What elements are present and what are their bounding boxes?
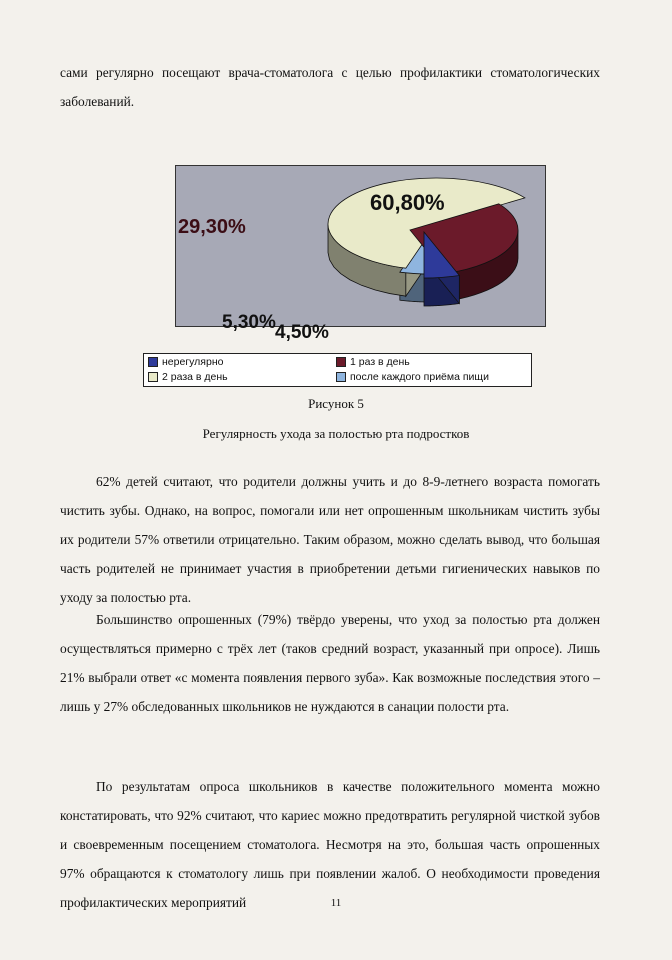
legend-item-1-raz bbox=[336, 356, 410, 368]
legend-label: после каждого приёма пищи bbox=[350, 371, 489, 383]
chart-legend bbox=[143, 353, 532, 387]
legend-label: 2 раза в день bbox=[162, 371, 228, 383]
chart-area bbox=[175, 165, 546, 327]
legend-label: 1 раз в день bbox=[350, 356, 410, 368]
paragraph-intro: сами регулярно посещают врача-стоматолога с целью профилактики стоматологических заболеваний. bbox=[60, 65, 600, 109]
legend-swatch bbox=[336, 372, 346, 382]
legend-swatch bbox=[148, 357, 158, 367]
legend-item-2-raza bbox=[148, 371, 228, 383]
pie-chart bbox=[176, 166, 545, 326]
legend-item-posle-edy bbox=[336, 371, 489, 383]
legend-swatch bbox=[336, 357, 346, 367]
figure-title: Регулярность ухода за полостью рта подростков bbox=[202, 426, 470, 441]
label-2-raza: 60,80% bbox=[370, 190, 445, 215]
paragraph-3: По результатам опроса школьников в качестве положительного момента можно констатировать, что 92% считают, что кариес можно предотвратить регулярной чисткой зубов и своевременным посещением стоматолога. Несмотря на это, большая часть опрошенных 97% обращаются к стоматологу лишь при появлении жалоб. О необходимости проведения профилактических мероприятий bbox=[60, 779, 600, 910]
paragraph-1: 62% детей считают, что родители должны учить и до 8-9-летнего возраста помогать чистить зубы. Однако, на вопрос, помогали или нет опрошенным школьникам чистить зубы их родители 57% ответили отрицательно. Таким образом, можно сделать вывод, что большая часть родителей не принимает участия в приобретении детьми гигиенических навыков по уходу за полостью рта. bbox=[60, 474, 600, 605]
page-number: 11 bbox=[330, 897, 342, 909]
label-neregulyarno: 5,30% bbox=[222, 312, 276, 333]
paragraph-2: Большинство опрошенных (79%) твёрдо уверены, что уход за полостью рта должен осуществляться примерно с трёх лет (таков средний возраст, указанный при опросе). Лишь 21% выбрали ответ «с момента появления первого зуба». Как возможные последствия этого – лишь у 27% обследованных школьников не нуждаются в санации полости рта. bbox=[60, 612, 600, 714]
figure-number: Рисунок 5 bbox=[308, 396, 364, 411]
legend-item-neregulyarno bbox=[148, 356, 223, 368]
legend-label: нерегулярно bbox=[162, 356, 224, 368]
label-1-raz: 29,30% bbox=[178, 216, 246, 238]
legend-swatch bbox=[148, 372, 158, 382]
label-posle-edy: 4,50% bbox=[275, 322, 329, 343]
